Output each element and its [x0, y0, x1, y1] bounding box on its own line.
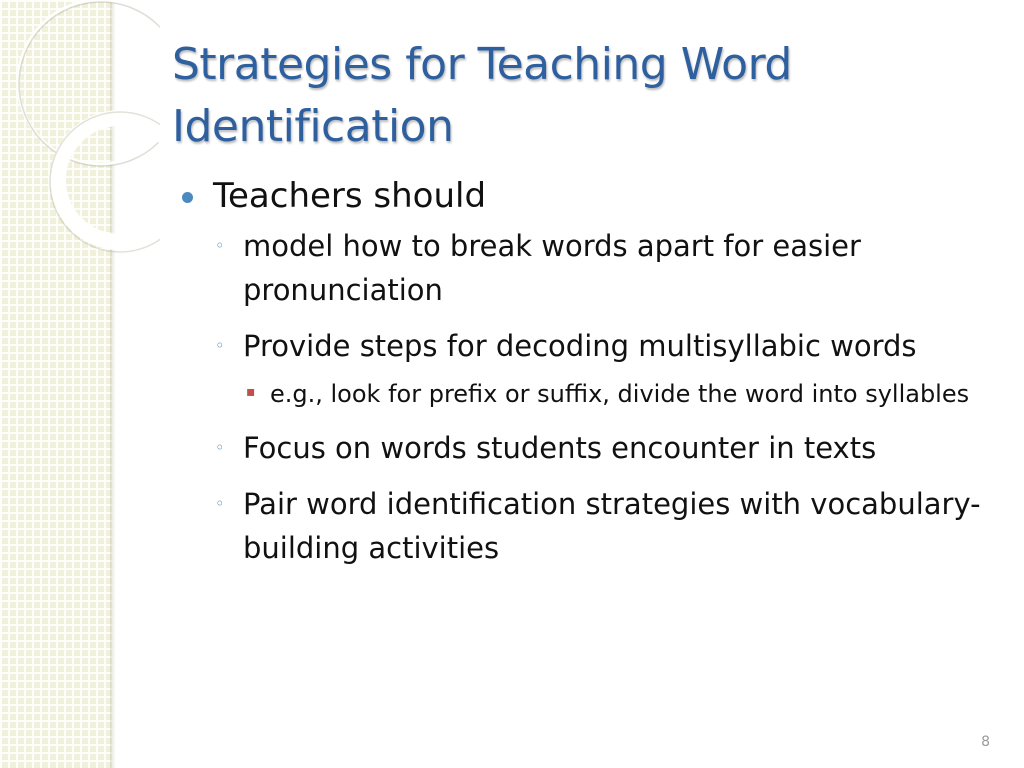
filled-circle-bullet-icon [182, 192, 193, 203]
ring-bullet-icon: ◦ [215, 494, 225, 513]
bullet-level1-text: Teachers should [213, 176, 487, 216]
bullet-item-2-sub-text: e.g., look for prefix or suffix, divide the word into syllables [270, 380, 970, 408]
bullet-item-4 [180, 482, 1000, 570]
decorative-grid-panel [0, 0, 114, 768]
bullet-list [180, 170, 1000, 582]
bullet-item-1 [180, 224, 1000, 312]
bullet-item-2-text: Provide steps for decoding multisyllabic words [243, 329, 917, 363]
ring-bullet-icon: ◦ [215, 336, 225, 355]
bullet-item-2-sub [180, 374, 1000, 414]
bullet-item-2 [180, 324, 1000, 368]
bullet-item-1-text: model how to break words apart for easier pronunciation [243, 229, 861, 307]
slide-title: Strategies for Teaching Word Identification [172, 39, 792, 152]
ring-bullet-icon: ◦ [215, 438, 225, 457]
bullet-level1 [180, 170, 1000, 222]
bullet-item-4-text: Pair word identification strategies with vocabulary-building activities [243, 487, 981, 565]
ring-bullet-icon: ◦ [215, 236, 225, 255]
small-square-bullet-icon: ▪ [246, 384, 256, 400]
bullet-item-3 [180, 426, 1000, 470]
bullet-item-3-text: Focus on words students encounter in texts [243, 431, 877, 465]
panel-shadow [110, 0, 116, 768]
page-number: 8 [981, 734, 990, 750]
